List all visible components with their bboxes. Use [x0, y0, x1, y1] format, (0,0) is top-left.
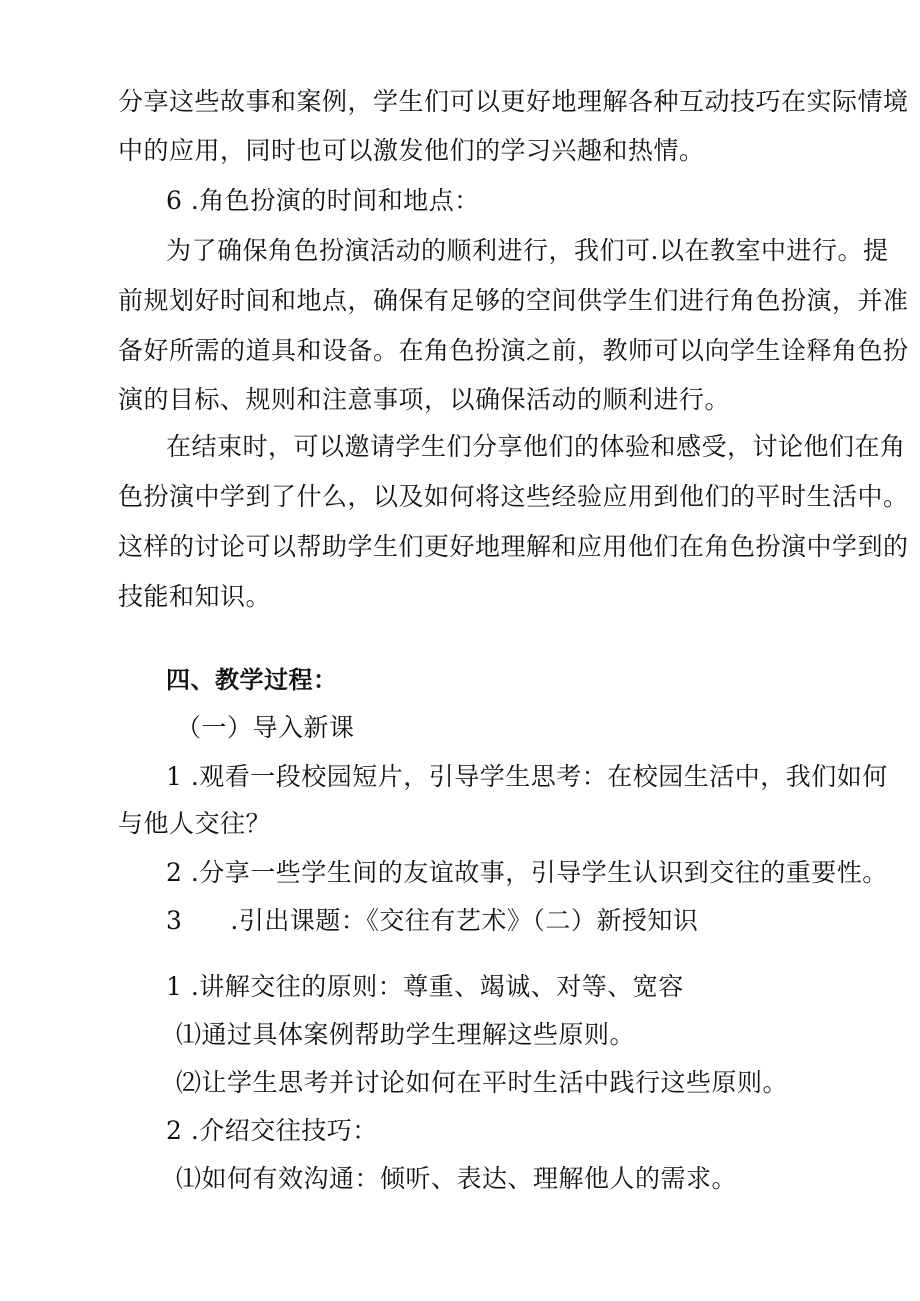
sub-list-item: ⑴如何有效沟通：倾听、表达、理解他人的需求。 [176, 1164, 738, 1193]
list-item: 2 .分享一些学生间的友谊故事，引导学生认识到交往的重要性。 [166, 858, 888, 887]
paragraph-line: 备好所需的道具和设备。在角色扮演之前，教师可以向学生诠释角色扮 [118, 336, 909, 365]
paragraph-line: 这样的讨论可以帮助学生们更好地理解和应用他们在角色扮演中学到的 [118, 532, 909, 561]
subsection-heading: （一）导入新课 [176, 713, 355, 742]
paragraph-line: 在结束时，可以邀请学生们分享他们的体验和感受，讨论他们在角 [166, 432, 906, 461]
paragraph-line: 技能和知识。 [118, 582, 272, 611]
list-item [166, 904, 698, 938]
numbered-item-heading: 6 .角色扮演的时间和地点： [166, 186, 480, 215]
list-item: 1 .观看一段校园短片，引导学生思考：在校园生活中，我们如何 [166, 762, 888, 791]
list-item: 1 .讲解交往的原则：尊重、竭诚、对等、宽容 [166, 972, 684, 1001]
paragraph-line: 为了确保角色扮演活动的顺利进行，我们可.以在教室中进行。提 [166, 236, 889, 265]
list-item-continuation: 与他人交往？ [118, 809, 272, 838]
sub-list-item: ⑵让学生思考并讨论如何在平时生活中践行这些原则。 [176, 1068, 789, 1097]
paragraph-line: 前规划好时间和地点，确保有足够的空间供学生们进行角色扮演，并准 [118, 286, 909, 315]
list-item: 2 .介绍交往技巧： [166, 1116, 378, 1145]
sub-list-item: ⑴通过具体案例帮助学生理解这些原则。 [176, 1020, 636, 1049]
list-item-text: .引出课题：《交往有艺术》（二）新授知识 [230, 906, 699, 935]
paragraph-line: 分享这些故事和案例，学生们可以更好地理解各种互动技巧在实际情境 [118, 87, 909, 116]
paragraph-line: 色扮演中学到了什么，以及如何将这些经验应用到他们的平时生活中。 [118, 482, 909, 511]
list-item-number: 3 [166, 906, 183, 935]
paragraph-line: 演的目标、规则和注意事项，以确保活动的顺利进行。 [118, 385, 731, 414]
paragraph-line: 中的应用，同时也可以激发他们的学习兴趣和热情。 [118, 136, 705, 165]
section-heading: 四、教学过程： [166, 666, 338, 694]
